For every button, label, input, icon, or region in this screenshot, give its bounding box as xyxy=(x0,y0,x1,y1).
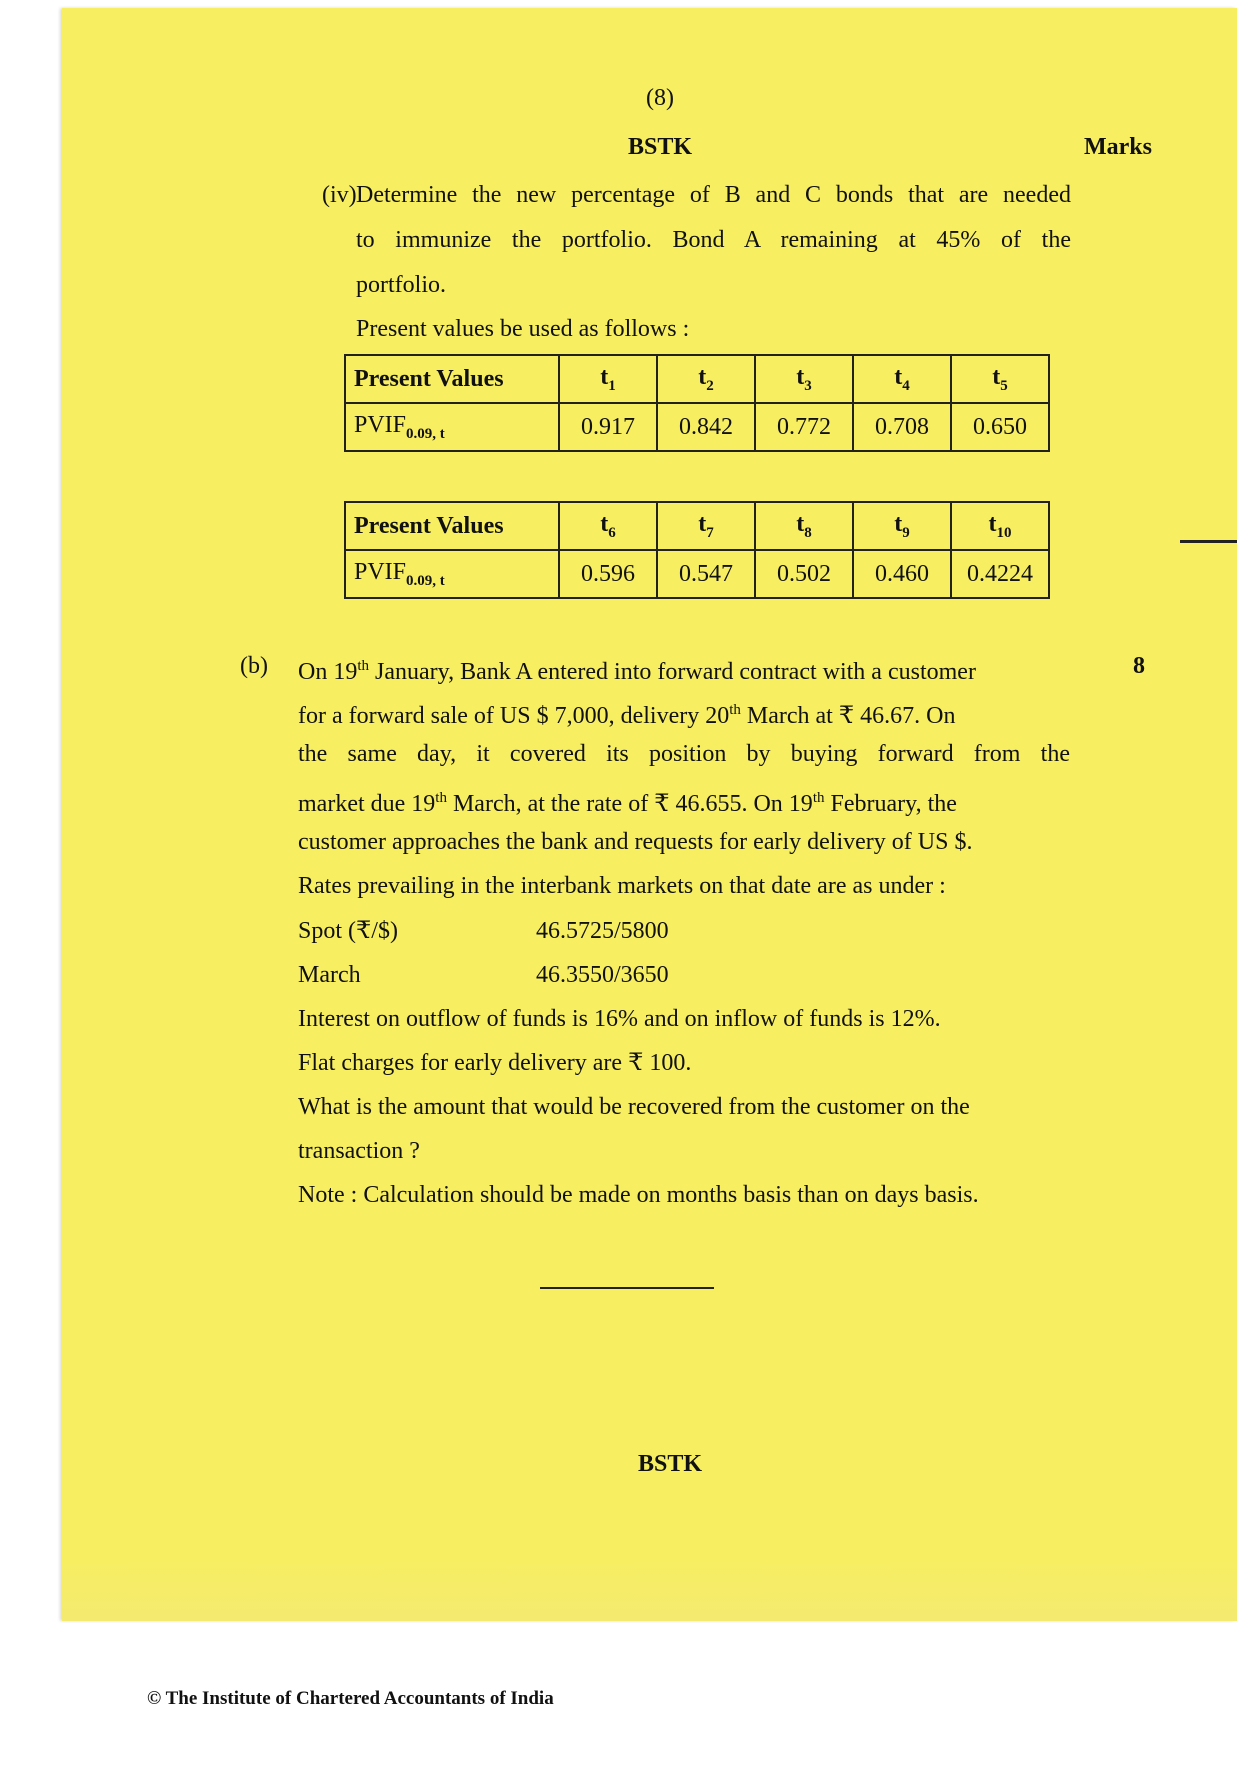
rate-value: 46.3550/3650 xyxy=(536,962,669,988)
table-header-row xyxy=(345,502,1049,550)
pvif-value: 0.460 xyxy=(853,550,951,598)
part-b-line-3: the same day, it covered its position by buying forward from the xyxy=(298,741,1070,767)
table-value-row xyxy=(345,403,1049,451)
pvif-value: 0.547 xyxy=(657,550,755,598)
marks-heading: Marks xyxy=(1084,134,1152,160)
pvif-value: 0.4224 xyxy=(951,550,1049,598)
paper-code: BSTK xyxy=(627,134,693,160)
part-b-line-10: transaction ? xyxy=(298,1138,420,1164)
part-b-line-8: Flat charges for early delivery are ₹ 100. xyxy=(298,1050,692,1076)
part-b-label: (b) xyxy=(240,653,268,679)
part-b-line-7: Interest on outflow of funds is 16% and on inflow of funds is 12%. xyxy=(298,1006,941,1032)
part-b-marks: 8 xyxy=(1133,653,1145,679)
row-label: $PVIF_{0.09, t}$ xyxy=(345,550,559,598)
present-values-table-2 xyxy=(344,501,1050,599)
part-b-line-4: market due 19th March, at the rate of ₹ 46.655. On 19th February, the xyxy=(298,790,957,817)
end-rule xyxy=(540,1287,714,1289)
rate-label: Spot (₹/$) xyxy=(298,918,398,944)
page-number: (8) xyxy=(646,85,674,111)
period-header: $t_9$ xyxy=(853,502,951,550)
period-header: $t_5$ xyxy=(951,355,1049,403)
pvif-value: 0.650 xyxy=(951,403,1049,451)
bottom-paper-code: BSTK xyxy=(637,1451,703,1477)
rate-label: March xyxy=(298,962,361,988)
pvif-value: 0.842 xyxy=(657,403,755,451)
part-iv-line-3: portfolio. xyxy=(356,272,446,298)
period-header: $t_6$ xyxy=(559,502,657,550)
margin-mark xyxy=(1180,540,1237,543)
part-iv-line-1: Determine the new percentage of B and C bonds that are needed xyxy=(356,182,1071,208)
table-header-label: Present Values xyxy=(345,502,559,550)
part-b-line-5: customer approaches the bank and requests for early delivery of US $. xyxy=(298,829,973,855)
period-header: $t_4$ xyxy=(853,355,951,403)
row-label: $PVIF_{0.09, t}$ xyxy=(345,403,559,451)
part-iv-label: (iv) xyxy=(322,182,357,208)
period-header: $t_8$ xyxy=(755,502,853,550)
pvif-value: 0.708 xyxy=(853,403,951,451)
pvif-value: 0.772 xyxy=(755,403,853,451)
table-intro: Present values be used as follows : xyxy=(356,316,690,342)
period-header: $t_{10}$ xyxy=(951,502,1049,550)
present-values-table-1 xyxy=(344,354,1050,452)
page-edge xyxy=(62,1560,1237,1621)
part-b-note: Note : Calculation should be made on months basis than on days basis. xyxy=(298,1182,979,1208)
period-header: $t_3$ xyxy=(755,355,853,403)
part-b-line-6: Rates prevailing in the interbank markets on that date are as under : xyxy=(298,873,946,899)
pvif-value: 0.917 xyxy=(559,403,657,451)
period-header: $t_2$ xyxy=(657,355,755,403)
copyright-footer: © The Institute of Chartered Accountants of India xyxy=(147,1688,554,1709)
period-header: $t_1$ xyxy=(559,355,657,403)
pvif-value: 0.502 xyxy=(755,550,853,598)
pvif-value: 0.596 xyxy=(559,550,657,598)
part-b-line-9: What is the amount that would be recovered from the customer on the xyxy=(298,1094,970,1120)
part-b-line-2: for a forward sale of US $ 7,000, delivery 20th March at ₹ 46.67. On xyxy=(298,702,956,729)
table-header-label: Present Values xyxy=(345,355,559,403)
rate-value: 46.5725/5800 xyxy=(536,918,669,944)
table-value-row xyxy=(345,550,1049,598)
table-header-row xyxy=(345,355,1049,403)
part-iv-line-2: to immunize the portfolio. Bond A remaining at 45% of the xyxy=(356,227,1071,253)
part-b-line-1: On 19th January, Bank A entered into forward contract with a customer xyxy=(298,658,976,685)
period-header: $t_7$ xyxy=(657,502,755,550)
